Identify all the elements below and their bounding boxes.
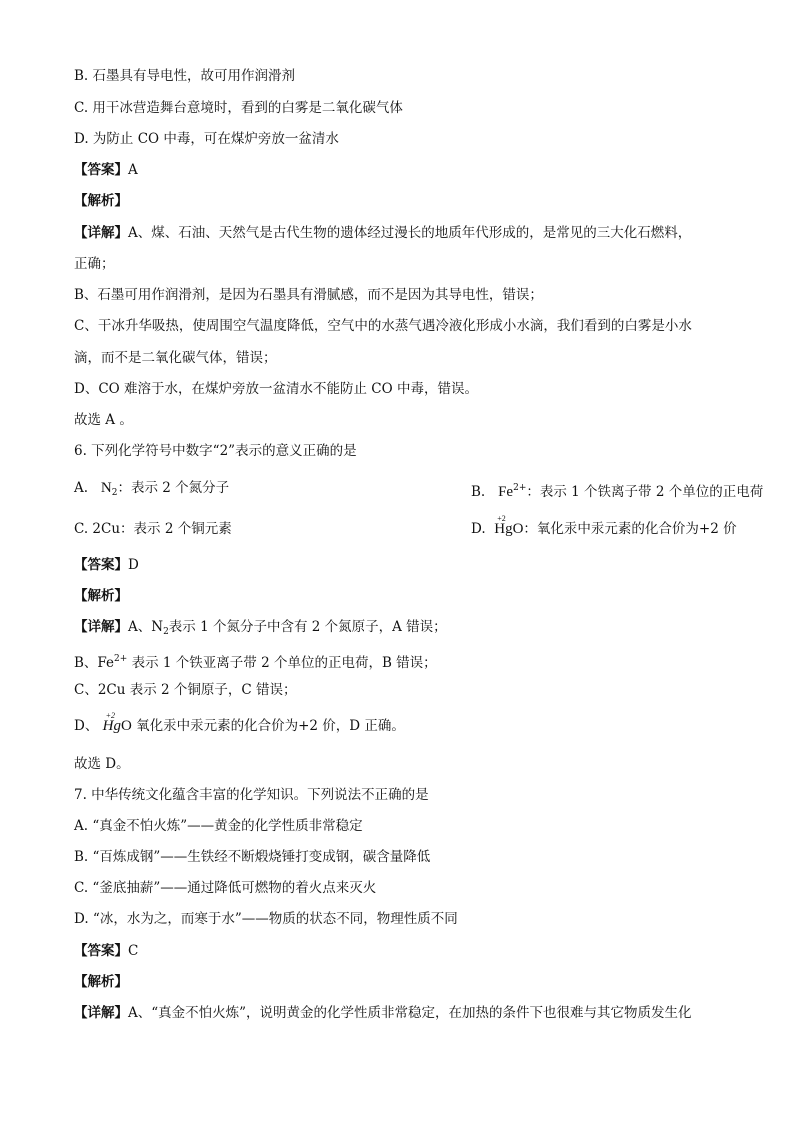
answer-value: D [128,557,139,573]
formula-subscript: 2 [111,488,118,498]
detail-tag: 【详解】 [74,225,128,241]
answer-line [74,555,724,575]
detail-text: A、煤、石油、天然气是古代生物的遗体经过漫长的地质年代形成的，是常见的三大化石燃料， [128,225,692,241]
q6-option-a [74,480,229,496]
explanation-line [74,617,724,642]
detail-text: B、Fe [74,655,115,671]
analysis-tag: 【解析】 [74,193,128,209]
detail-text: A、N [128,619,164,635]
oxidation-formula [102,711,121,736]
explanation-line: C、2Cu 表示 2 个铜原子，C 错误； [74,682,297,698]
oxidation-formula [494,514,513,539]
q6-option-b [471,478,763,502]
option-b-line: B. 石墨具有导电性，故可用作润滑剂 [74,68,296,84]
oxidation-number: +2 [497,514,506,523]
conclusion-line: 故选 A 。 [74,412,133,428]
option-c-line: C. 用干冰营造舞台意境时，看到的白雾是二氧化碳气体 [74,100,403,116]
q6-option-d [471,514,737,539]
oxidation-number: +2 [105,711,116,720]
q7-option-c: C. “釜底抽薪”——通过降低可燃物的着火点来灭火 [74,880,377,896]
q6-option-c: C. 2Cu：表示 2 个铜元素 [74,521,232,537]
answer-tag: 【答案】 [74,557,128,573]
question-7: 7. 中华传统文化蕴含丰富的化学知识。下列说法不正确的是 [74,787,429,803]
formula-symbol: Hg [494,521,513,537]
explanation-line: C、干冰升华吸热，使周围空气温度降低，空气中的水蒸气遇冷液化形成小水滴，我们看到的白雾是小水 [74,318,692,334]
question-6: 6. 下列化学符号中数字“2”表示的意义正确的是 [74,443,357,459]
detail-text: A、“真金不怕火炼”，说明黄金的化学性质非常稳定，在加热的条件下也很难与其它物质发生化 [128,1005,692,1021]
option-label: D. [471,521,486,537]
option-label: B. [471,484,486,500]
answer-tag: 【答案】 [74,943,128,959]
explanation-line: 滴，而不是二氧化碳气体，错误； [74,350,277,366]
answer-value: A [128,162,138,178]
analysis-tag: 【解析】 [74,974,128,990]
formula-superscript: 2+ [114,654,128,664]
formula-oxygen: O [120,718,132,734]
option-text: ：表示 2 个氮分子 [117,480,230,496]
detail-text: 氧化汞中汞元素的化合价为+2 价，D 正确。 [136,718,405,734]
q6-options-row-1 [74,478,764,503]
formula-symbol: Fe [498,484,514,500]
formula-superscript: 2+ [513,483,527,493]
q6-options-row-2 [74,514,737,539]
option-label: A. [74,480,89,496]
q7-option-b: B. “百炼成钢”——生铁经不断煅烧锤打变成钢，碳含量降低 [74,849,431,865]
answer-line [74,941,724,961]
q7-option-a: A. “真金不怕火炼”——黄金的化学性质非常稳定 [74,818,363,834]
formula-symbol: N [100,480,112,496]
option-d-line: D. 为防止 CO 中毒，可在煤炉旁放一盆清水 [74,131,339,147]
q7-option-d: D. “冰，水为之，而寒于水”——物质的状态不同，物理性质不同 [74,911,458,927]
formula-oxygen: O [512,521,524,537]
option-text: ：表示 1 个铁离子带 2 个单位的正电荷 [526,484,764,500]
detail-tag: 【详解】 [74,619,128,635]
option-text: ：氧化汞中汞元素的化合价为+2 价 [523,521,737,537]
explanation-line [74,223,724,243]
explanation-line: D、CO 难溶于水，在煤炉旁放一盆清水不能防止 CO 中毒，错误。 [74,381,478,397]
conclusion-line: 故选 D。 [74,756,130,772]
formula-symbol: Hg [102,718,121,734]
detail-text: D、 [74,718,99,734]
answer-tag: 【答案】 [74,162,128,178]
formula-subscript: 2 [163,627,169,637]
explanation-line [74,1003,724,1023]
explanation-line [74,711,724,736]
answer-value: C [128,943,139,959]
detail-tag: 【详解】 [74,1005,128,1021]
explanation-line: B、石墨可用作润滑剂，是因为石墨具有滑腻感，而不是因为其导电性，错误； [74,287,543,303]
analysis-tag: 【解析】 [74,588,128,604]
explanation-line [74,649,724,673]
explanation-line: 正确； [74,256,115,272]
detail-text: 表示 1 个氮分子中含有 2 个氮原子，A 错误； [168,619,447,635]
detail-text: 表示 1 个铁亚离子带 2 个单位的正电荷，B 错误； [127,655,437,671]
answer-line [74,160,724,180]
